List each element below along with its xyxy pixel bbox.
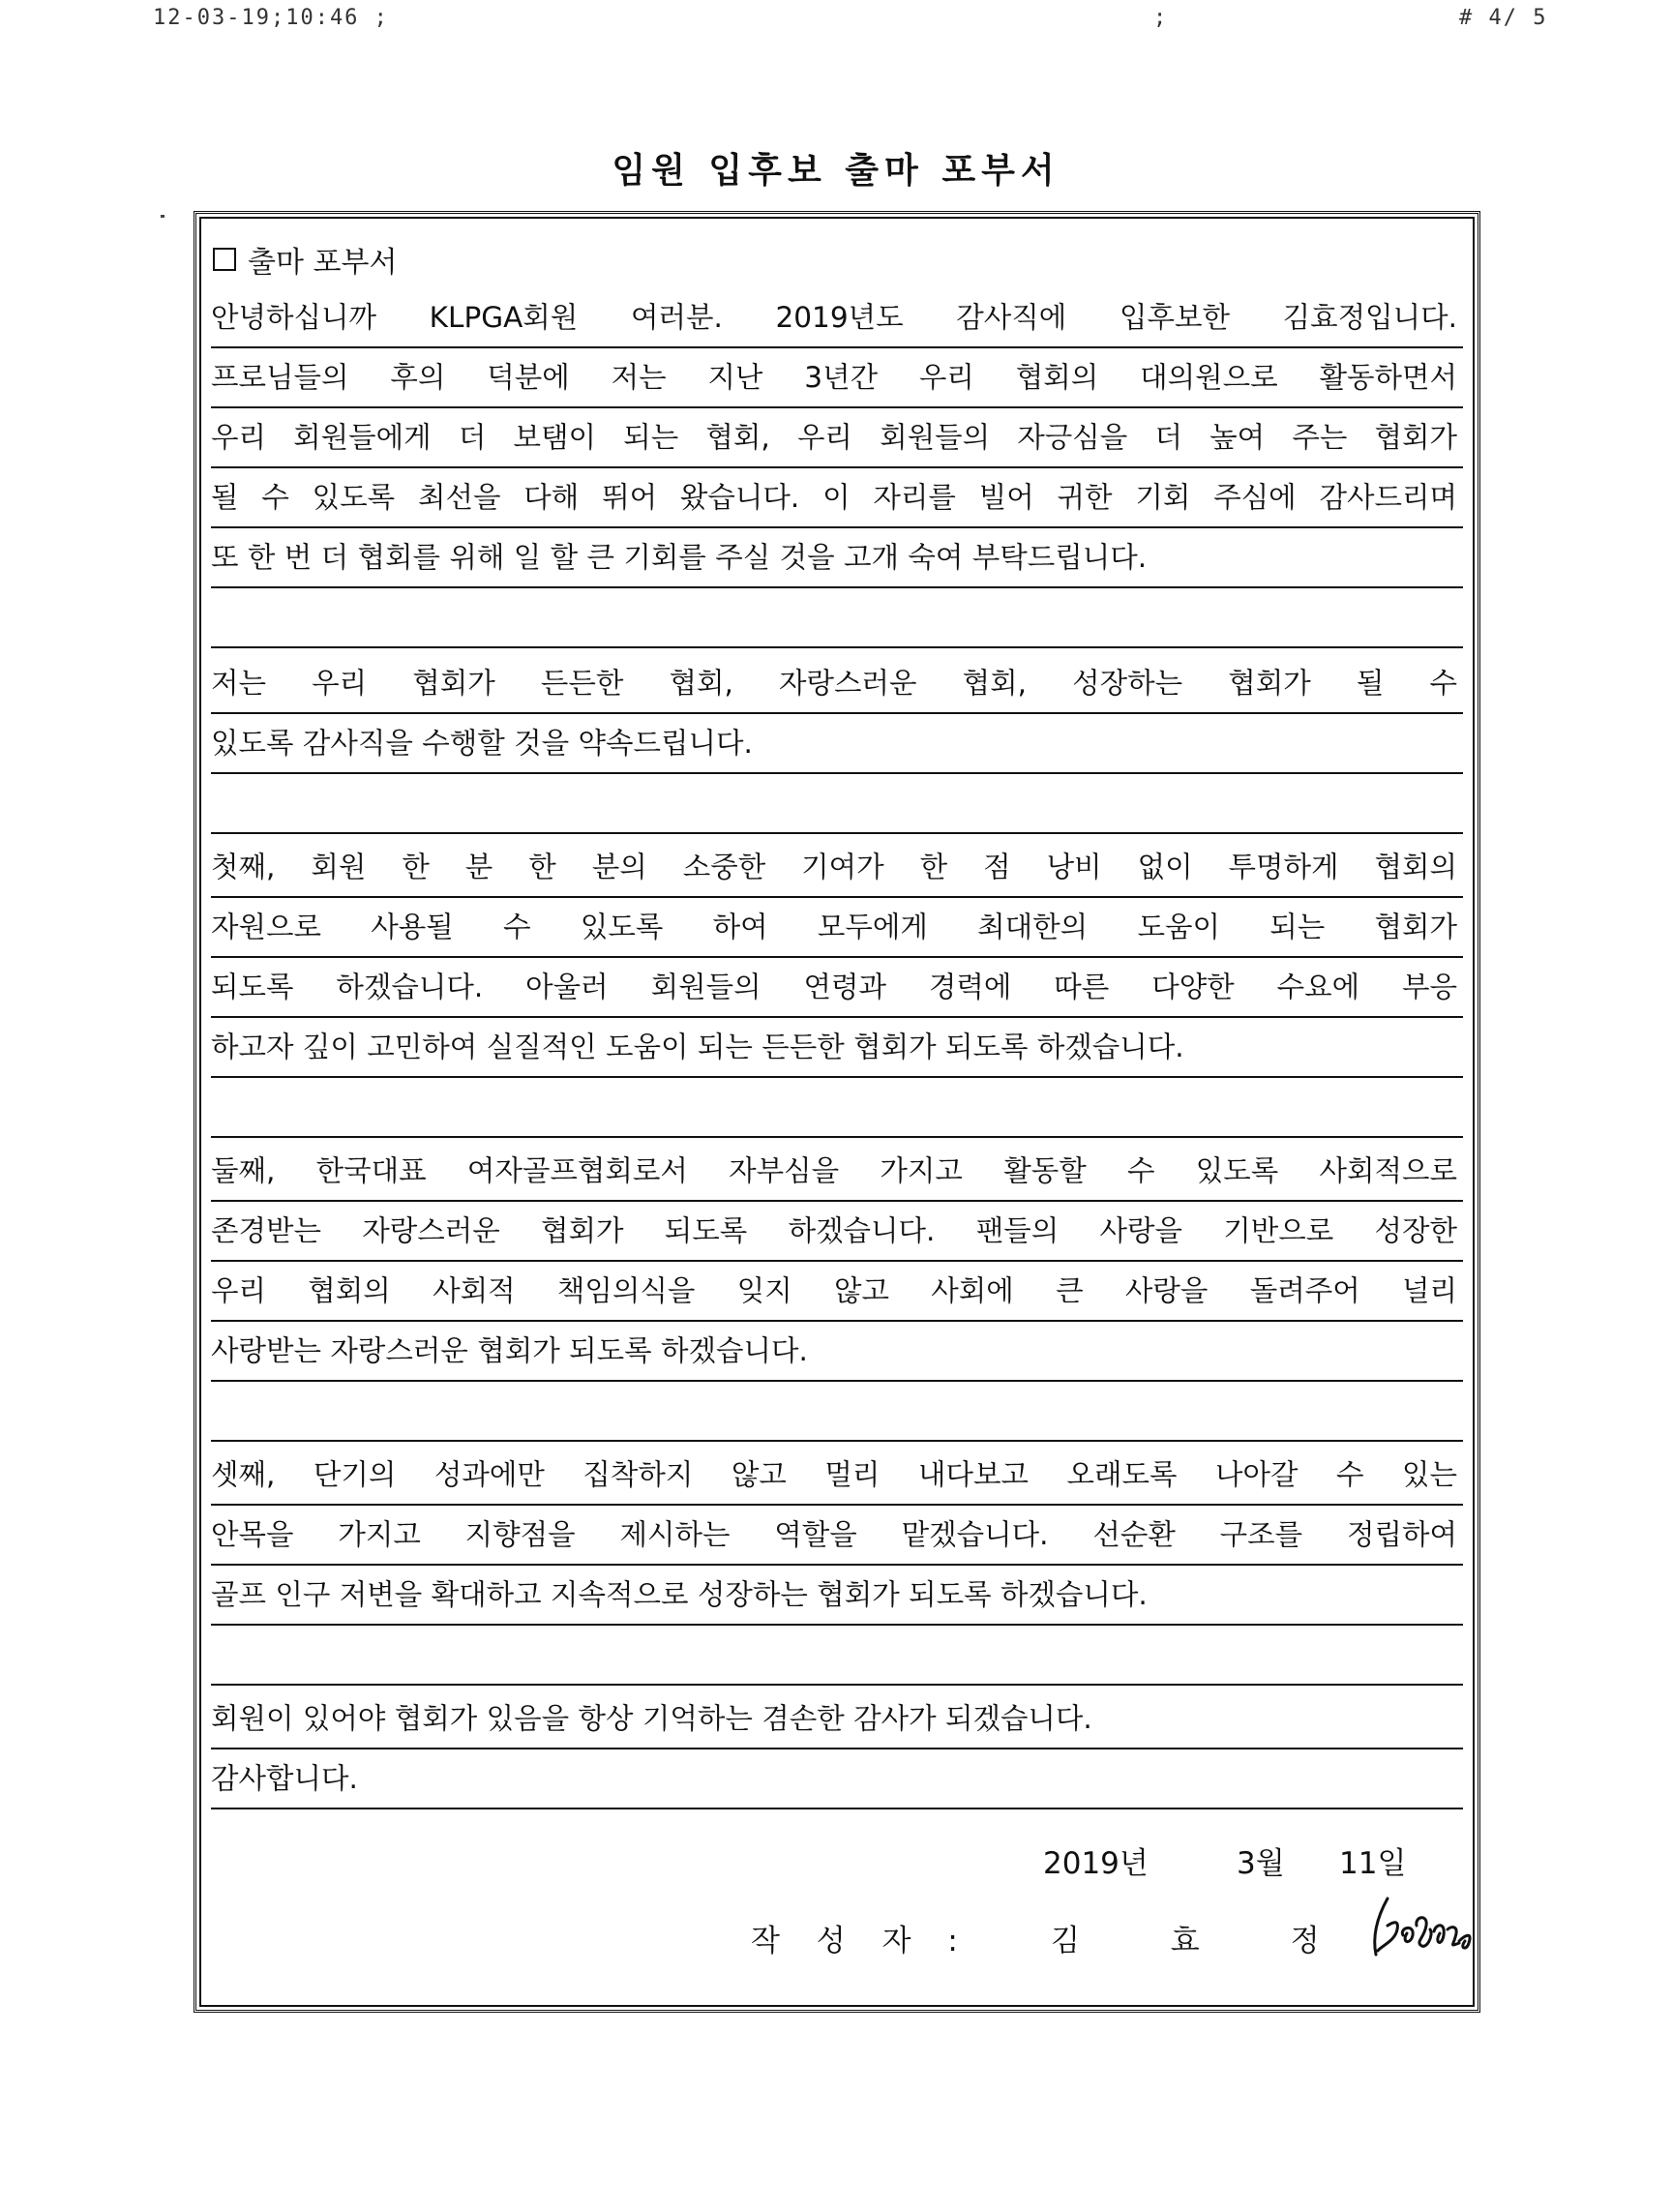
statement-line: 회원이 있어야 협회가 있음을 항상 기억하는 겸손한 감사가 되겠습니다. <box>211 1689 1463 1749</box>
statement-line: 될 수 있도록 최선을 다해 뛰어 왔습니다. 이 자리를 빌어 귀한 기회 주심에 감사드리며 <box>211 468 1463 528</box>
section-heading <box>213 238 397 281</box>
section-heading-label: 출마 포부서 <box>248 246 398 280</box>
blank-line <box>211 1626 1463 1686</box>
statement-line: 프로님들의 후의 덕분에 저는 지난 3년간 우리 협회의 대의원으로 활동하면서 <box>211 348 1463 408</box>
statement-line: 셋째, 단기의 성과에만 집착하지 않고 멀리 내다보고 오래도록 나아갈 수 있는 <box>211 1446 1463 1506</box>
statement-line: 골프 인구 저변을 확대하고 지속적으로 성장하는 협회가 되도록 하겠습니다. <box>211 1566 1463 1626</box>
document-title: 임원 입후보 출마 포부서 <box>612 151 1060 191</box>
date-month: 3월 <box>1237 1846 1285 1881</box>
author-label: 작 성 자 : <box>751 1924 971 1958</box>
fax-header <box>0 6 1672 35</box>
statement-line: 되도록 하겠습니다. 아울러 회원들의 연령과 경력에 따른 다양한 수요에 부응 <box>211 958 1463 1018</box>
statement-line: 또 한 번 더 협회를 위해 일 할 큰 기회를 주실 것을 고개 숙여 부탁드립니다. <box>211 528 1463 588</box>
closing-line: 감사합니다. <box>211 1749 1463 1809</box>
statement-line: 하고자 깊이 고민하여 실질적인 도움이 되는 든든한 협회가 되도록 하겠습니다. <box>211 1018 1463 1078</box>
statement-line: 둘째, 한국대표 여자골프협회로서 자부심을 가지고 활동할 수 있도록 사회적으로 <box>211 1142 1463 1202</box>
statement-line: 안녕하십니까 KLPGA회원 여러분. 2019년도 감사직에 입후보한 김효정입니다. <box>211 288 1463 348</box>
statement-line: 저는 우리 협회가 든든한 협회, 자랑스러운 협회, 성장하는 협회가 될 수 <box>211 654 1463 714</box>
statement-line: 안목을 가지고 지향점을 제시하는 역할을 맡겠습니다. 선순환 구조를 정립하여 <box>211 1506 1463 1566</box>
date-day: 11일 <box>1339 1846 1407 1881</box>
statement-line: 첫째, 회원 한 분 한 분의 소중한 기여가 한 점 낭비 없이 투명하게 협회의 <box>211 838 1463 898</box>
fax-separator: ; <box>1153 6 1167 30</box>
blank-line <box>211 1078 1463 1138</box>
statement-line: 우리 회원들에게 더 보탬이 되는 협회, 우리 회원들의 자긍심을 더 높여 주는 협회가 <box>211 408 1463 468</box>
checkbox-icon <box>213 248 236 271</box>
blank-line <box>211 588 1463 648</box>
statement-line: 사랑받는 자랑스러운 협회가 되도록 하겠습니다. <box>211 1322 1463 1382</box>
handwritten-signature <box>1358 1887 1484 1964</box>
author-name: 김 효 정 <box>1051 1924 1360 1958</box>
blank-line <box>211 1382 1463 1442</box>
blank-line <box>211 774 1463 834</box>
statement-line: 있도록 감사직을 수행할 것을 약속드립니다. <box>211 714 1463 774</box>
scan-mark <box>161 215 164 218</box>
statement-line: 자원으로 사용될 수 있도록 하여 모두에게 최대한의 도움이 되는 협회가 <box>211 898 1463 958</box>
date-year: 2019년 <box>1043 1846 1149 1881</box>
fax-timestamp: 12-03-19;10:46 ; <box>153 6 389 30</box>
statement-line: 존경받는 자랑스러운 협회가 되도록 하겠습니다. 팬들의 사랑을 기반으로 성장한 <box>211 1202 1463 1262</box>
fax-page-number: # 4/ 5 <box>1459 6 1548 30</box>
statement-line: 우리 협회의 사회적 책임의식을 잊지 않고 사회에 큰 사랑을 돌려주어 널리 <box>211 1262 1463 1322</box>
